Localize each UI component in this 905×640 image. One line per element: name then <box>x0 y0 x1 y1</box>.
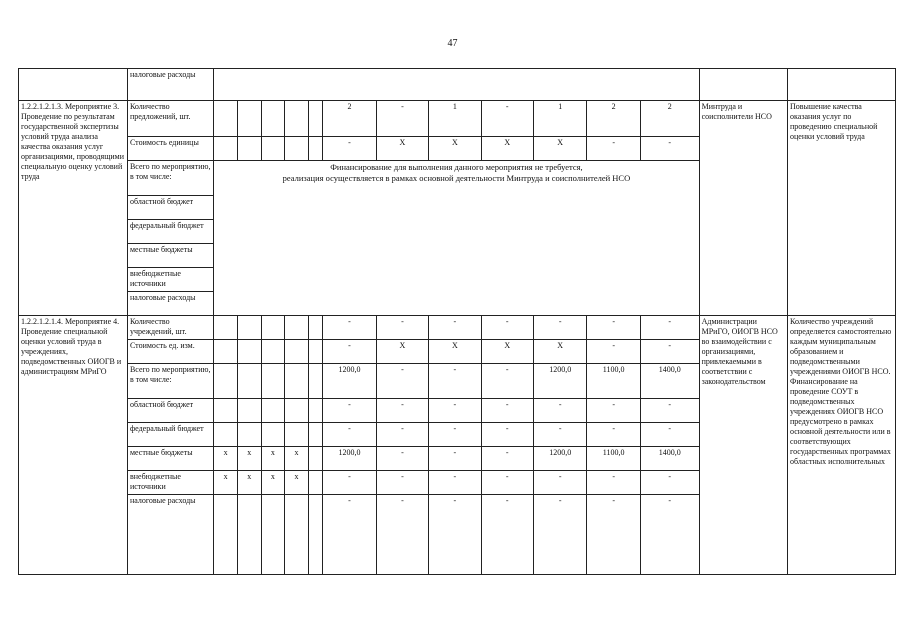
value-cell: - <box>587 423 640 447</box>
value-cell: X <box>429 137 481 161</box>
empty-cell <box>788 69 896 101</box>
result-cell: Количество учреждений определяется самостоятельно каждым муниципальным образованием и подведомственными учреждениями ОИОГВ НСО. Финансирование на проведение СОУТ в подведомственных учреждениях ОИОГВ НСО предусмотрено в рамках основной деятельности или в соответствующих государственных программах областных исполнительных <box>788 316 896 575</box>
row-label: внебюджетные источники <box>127 268 213 292</box>
measure-code: 1.2.2.1.2.1.4. Мероприятие 4. Проведение специальной оценки условий труда в учреждениях, подведомственных ОИОГВ и администрациям МРиГО <box>19 316 128 575</box>
value-cell: - <box>429 495 481 575</box>
value-cell: - <box>640 399 699 423</box>
value-cell: 1100,0 <box>587 364 640 399</box>
row-label: местные бюджеты <box>127 447 213 471</box>
value-cell: 1400,0 <box>640 447 699 471</box>
x-mark: x <box>237 471 261 495</box>
value-cell: - <box>640 340 699 364</box>
value-cell: - <box>429 399 481 423</box>
value-cell: - <box>640 137 699 161</box>
row-label: федеральный бюджет <box>127 423 213 447</box>
x-mark: x <box>261 447 285 471</box>
value-cell: - <box>323 471 376 495</box>
row-label: Всего по мероприятию, в том числе: <box>127 364 213 399</box>
row-label: налоговые расходы <box>127 292 213 316</box>
value-cell: - <box>481 447 533 471</box>
value-cell: - <box>481 399 533 423</box>
value-cell: - <box>587 137 640 161</box>
value-cell: X <box>376 137 428 161</box>
row-label: федеральный бюджет <box>127 220 213 244</box>
value-cell: X <box>429 340 481 364</box>
value-cell: - <box>640 495 699 575</box>
value-cell: - <box>481 495 533 575</box>
x-mark: x <box>285 447 309 471</box>
row-label: областной бюджет <box>127 399 213 423</box>
table-row <box>19 316 896 340</box>
measure-code: 1.2.2.1.2.1.3. Мероприятие 3. Проведение по результатам государственной экспертизы условий труда анализа качества оказания услуг организациями, проводящими специальную оценку условий труда <box>19 101 128 316</box>
executor-cell: Минтруда и соисполнители НСО <box>699 101 787 316</box>
value-cell: - <box>587 471 640 495</box>
value-cell: - <box>533 423 586 447</box>
value-cell: X <box>533 137 586 161</box>
value-cell: - <box>640 471 699 495</box>
financing-note <box>214 161 699 316</box>
x-mark: x <box>237 447 261 471</box>
row-label: внебюджетные источники <box>127 471 213 495</box>
executor-cell: Администрации МРиГО, ОИОГВ НСО во взаимодействии с организациями, привлекаемыми в соответствии с законодательством <box>699 316 787 575</box>
value-cell: 1200,0 <box>533 447 586 471</box>
row-label: налоговые расходы <box>127 495 213 575</box>
empty-cell <box>19 69 128 101</box>
value-cell: - <box>429 364 481 399</box>
value-cell: - <box>429 447 481 471</box>
value-cell: 1400,0 <box>640 364 699 399</box>
value-cell: X <box>533 340 586 364</box>
value-cell: - <box>323 399 376 423</box>
value-cell: - <box>640 316 699 340</box>
row-label: Количество предложений, шт. <box>127 101 213 137</box>
value-cell: - <box>376 316 428 340</box>
row-label: местные бюджеты <box>127 244 213 268</box>
financing-note-line1: Финансирование для выполнения данного мероприятия не требуется, <box>330 162 583 172</box>
value-cell: - <box>587 495 640 575</box>
row-label: Всего по мероприятию, в том числе: <box>127 161 213 196</box>
value-cell: 2 <box>587 101 640 137</box>
value-cell: - <box>429 423 481 447</box>
value-cell: - <box>587 340 640 364</box>
value-cell: X <box>481 340 533 364</box>
value-cell: - <box>376 471 428 495</box>
value-cell: - <box>429 471 481 495</box>
value-cell: - <box>323 423 376 447</box>
value-cell: 1100,0 <box>587 447 640 471</box>
value-cell: - <box>533 399 586 423</box>
financing-note-line2: реализация осуществляется в рамках основной деятельности Минтруда и соисполнителей НСО <box>282 173 631 183</box>
x-mark: x <box>214 471 238 495</box>
empty-cell <box>214 69 699 101</box>
value-cell: X <box>376 340 428 364</box>
value-cell: 1200,0 <box>323 447 376 471</box>
value-cell: 2 <box>323 101 376 137</box>
value-cell: - <box>376 423 428 447</box>
value-cell: - <box>323 137 376 161</box>
value-cell: 1200,0 <box>533 364 586 399</box>
empty-cell <box>699 69 787 101</box>
value-cell: 1 <box>429 101 481 137</box>
value-cell: - <box>323 340 376 364</box>
value-cell: - <box>481 364 533 399</box>
value-cell: - <box>533 471 586 495</box>
program-table <box>18 68 896 575</box>
value-cell: - <box>587 316 640 340</box>
value-cell: - <box>376 364 428 399</box>
value-cell: X <box>481 137 533 161</box>
table-row <box>19 69 896 101</box>
page-number: 47 <box>447 38 458 49</box>
value-cell: - <box>533 495 586 575</box>
value-cell: - <box>481 316 533 340</box>
table-row <box>19 101 896 137</box>
value-cell: - <box>481 101 533 137</box>
value-cell: 1200,0 <box>323 364 376 399</box>
result-cell: Повышение качества оказания услуг по проведению специальной оценки условий труда <box>788 101 896 316</box>
row-label: Количество учреждений, шт. <box>127 316 213 340</box>
x-mark: x <box>285 471 309 495</box>
row-label: налоговые расходы <box>127 69 213 101</box>
value-cell: - <box>376 447 428 471</box>
value-cell: - <box>533 316 586 340</box>
value-cell: - <box>429 316 481 340</box>
value-cell: - <box>376 399 428 423</box>
value-cell: - <box>323 316 376 340</box>
value-cell: 2 <box>640 101 699 137</box>
row-label: Стоимость ед. изм. <box>127 340 213 364</box>
value-cell: 1 <box>533 101 586 137</box>
x-mark: x <box>261 471 285 495</box>
value-cell: - <box>481 471 533 495</box>
value-cell: - <box>640 423 699 447</box>
value-cell: - <box>587 399 640 423</box>
row-label: областной бюджет <box>127 196 213 220</box>
value-cell: - <box>376 495 428 575</box>
value-cell: - <box>323 495 376 575</box>
value-cell: - <box>376 101 428 137</box>
value-cell: - <box>481 423 533 447</box>
x-mark: x <box>214 447 238 471</box>
row-label: Стоимость единицы <box>127 137 213 161</box>
